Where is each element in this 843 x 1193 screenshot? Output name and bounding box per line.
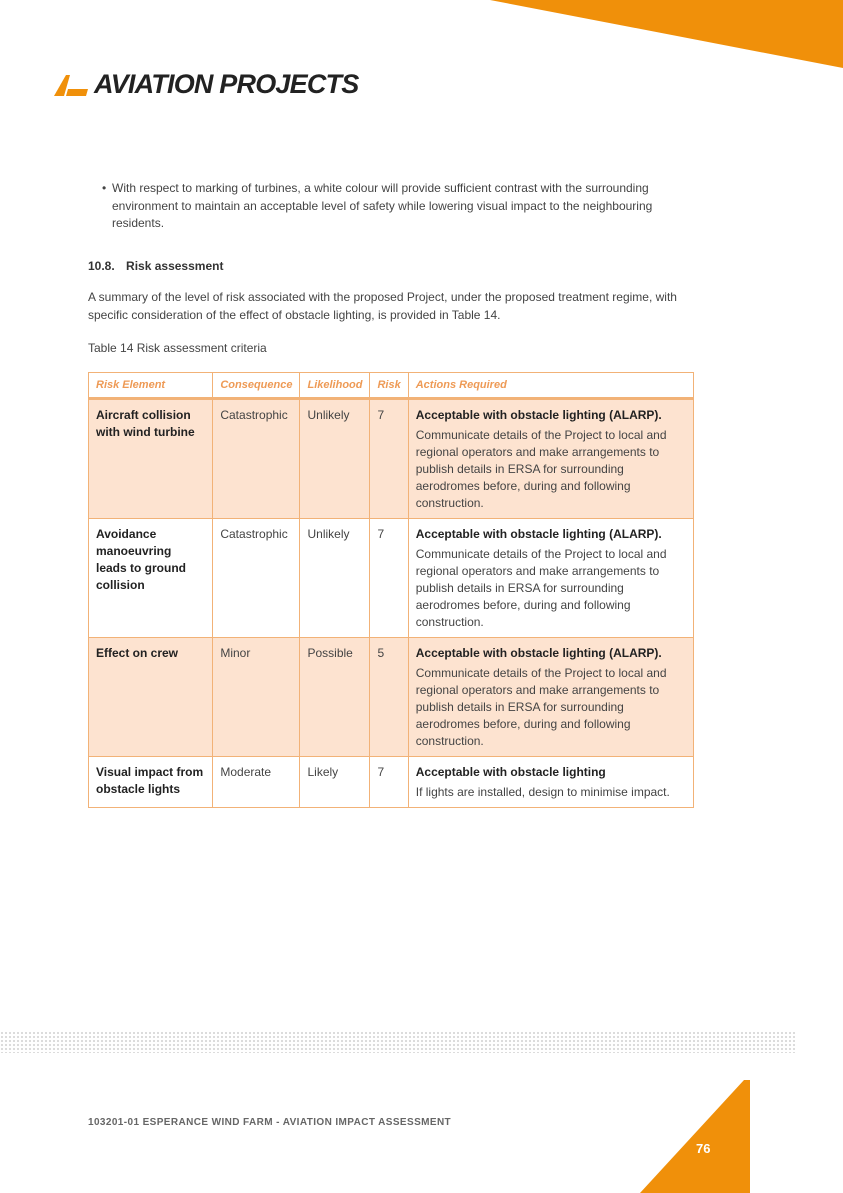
bullet-dot-icon: • bbox=[102, 181, 107, 195]
cell-actions bbox=[408, 757, 693, 808]
header-actions-required: Actions Required bbox=[408, 373, 693, 399]
risk-assessment-table bbox=[88, 372, 694, 808]
cell-risk-element: Avoidance manoeuvring leads to ground collision bbox=[89, 519, 213, 638]
cell-risk: 5 bbox=[370, 638, 408, 757]
footer-document-title: 103201-01 ESPERANCE WIND FARM - AVIATION IMPACT ASSESSMENT bbox=[88, 1117, 452, 1128]
action-text: If lights are installed, design to minimise impact. bbox=[415, 785, 670, 799]
table-caption: Table 14 Risk assessment criteria bbox=[88, 341, 267, 355]
action-title: Acceptable with obstacle lighting (ALARP). bbox=[415, 646, 662, 660]
cell-consequence: Catastrophic bbox=[213, 399, 300, 519]
cell-actions bbox=[408, 399, 693, 519]
bullet-item bbox=[102, 180, 697, 233]
cell-likelihood: Possible bbox=[300, 638, 370, 757]
dotted-divider bbox=[0, 1031, 796, 1053]
table-header-row bbox=[89, 373, 694, 399]
company-logo bbox=[52, 66, 358, 102]
section-title: Risk assessment bbox=[126, 259, 224, 273]
header-likelihood: Likelihood bbox=[300, 373, 370, 399]
cell-likelihood: Unlikely bbox=[300, 519, 370, 638]
logo-mark-icon bbox=[52, 69, 92, 99]
intro-paragraph: A summary of the level of risk associated with the proposed Project, under the proposed treatment regime, with specific consideration of the effect of obstacle lighting, is provided in Table 14. bbox=[88, 290, 677, 322]
cell-risk: 7 bbox=[370, 519, 408, 638]
cell-actions bbox=[408, 638, 693, 757]
action-title: Acceptable with obstacle lighting (ALARP). bbox=[415, 408, 662, 422]
header-risk-element: Risk Element bbox=[89, 373, 213, 399]
cell-risk-element: Effect on crew bbox=[89, 638, 213, 757]
cell-consequence: Moderate bbox=[213, 757, 300, 808]
page-number: 76 bbox=[696, 1141, 711, 1156]
cell-consequence: Catastrophic bbox=[213, 519, 300, 638]
table-row bbox=[89, 519, 694, 638]
cell-likelihood: Likely bbox=[300, 757, 370, 808]
cell-risk: 7 bbox=[370, 399, 408, 519]
cell-consequence: Minor bbox=[213, 638, 300, 757]
section-heading bbox=[88, 259, 223, 273]
cell-actions bbox=[408, 519, 693, 638]
action-text: Communicate details of the Project to local and regional operators and make arrangements to publish details in ERSA for surrounding aerodromes before, during and following construction. bbox=[415, 428, 667, 510]
table-row bbox=[89, 757, 694, 808]
footer-corner-triangle bbox=[640, 1080, 750, 1193]
cell-risk: 7 bbox=[370, 757, 408, 808]
bullet-text: With respect to marking of turbines, a white colour will provide sufficient contrast with the surrounding environment to maintain an acceptable level of safety while lowering visual impact to the neighbouring residents. bbox=[112, 181, 653, 230]
action-title: Acceptable with obstacle lighting bbox=[415, 765, 606, 779]
section-number: 10.8. bbox=[88, 259, 115, 273]
action-text: Communicate details of the Project to local and regional operators and make arrangements to publish details in ERSA for surrounding aerodromes before, during and following construction. bbox=[415, 547, 667, 629]
header-risk: Risk bbox=[370, 373, 408, 399]
cell-risk-element: Aircraft collision with wind turbine bbox=[89, 399, 213, 519]
action-title: Acceptable with obstacle lighting (ALARP). bbox=[415, 527, 662, 541]
logo-text: AVIATION PROJECTS bbox=[94, 68, 359, 99]
table-row bbox=[89, 638, 694, 757]
cell-risk-element: Visual impact from obstacle lights bbox=[89, 757, 213, 808]
cell-likelihood: Unlikely bbox=[300, 399, 370, 519]
action-text: Communicate details of the Project to local and regional operators and make arrangements to publish details in ERSA for surrounding aerodromes before, during and following construction. bbox=[415, 666, 667, 748]
header-consequence: Consequence bbox=[213, 373, 300, 399]
table-row bbox=[89, 399, 694, 519]
